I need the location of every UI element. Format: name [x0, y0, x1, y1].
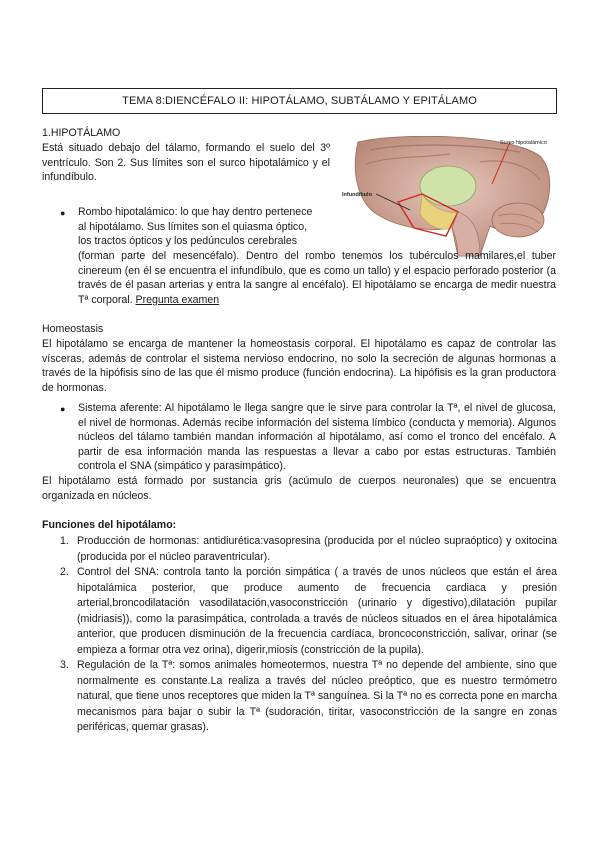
- rombo-line-1: Rombo hipotalámico: lo que hay dentro pertenece: [78, 206, 313, 218]
- list-item: 1. Producción de hormonas: antidiurética:vasopresina (producida por el núcleo supraóptico) y oxitocina (producida por el núcleo paraventricular).: [60, 535, 557, 563]
- rombo-line-2: al hipotálamo. Sus límites son el quiasma óptico,: [78, 220, 308, 233]
- list-item: 3. Regulación de la Tª: somos animales homeotermos, nuestra Tª no depende del ambiente, sino que normalmente es constante.La realiza a través del núcleo preóptico, que es nuestro termómetro natural, que tiene unos receptores que miden la Tª sanguínea. Si la Tª no es correcta pone en marcha mecanismos para bajar o subir la Tª (sudoración, tiritar, vasoconstricción de la sangre en zonas periféricas, quemar grasas).: [60, 659, 557, 733]
- section-heading-hipotalamo: 1.HIPOTÁLAMO: [42, 127, 121, 139]
- list-item: 2. Control del SNA: controla tanto la porción simpática ( a través de unos núcleos que están el área hipotalámica posterior, que produce aumento de frecuencia cardiaca y presión arterial,broncodilatación vasodilatación,vasoconstricción (urinario y digestivo),dilatación pupilar (midriasis)), como la parasimpática, controlada a través de núcleos situados en el área hipotalámica anterior, que producen disminución de la frecuencia cardíaca, broncoconstricción, salivar, orinar (se empieza a formar otra vez orina), digerir,miosis (constricción de la pupila).: [60, 566, 557, 656]
- sistema-aferente-bullet: Sistema aferente: Al hipotálamo le llega sangre que le sirve para controlar la Tª, el nivel de glucosa, el nivel de hormonas. Además recibe información del sistema límbico (conducta y memoria). Algunos núcleos del tálamo también mandan información al hipotálamo, así como el tronco del encéfalo. A partir de esa información manda las respuestas a llevar a cabo por estas estructuras. También controla el SNA (simpático y parasimpático).: [78, 402, 556, 473]
- label-infundibulo: Infundíbulo: [342, 192, 372, 198]
- page-title: [42, 88, 557, 114]
- rombo-line-3: los tractos ópticos y los pedúnculos cerebrales: [78, 235, 298, 248]
- brain-figure: [340, 136, 560, 258]
- funciones-heading: Funciones del hipotálamo:: [42, 519, 177, 531]
- exam-note: Pregunta examen: [135, 293, 220, 306]
- bullet-dot: ●: [60, 208, 66, 218]
- label-surco: Surco hipotalámico: [500, 140, 547, 146]
- bullet-dot: ●: [60, 404, 66, 414]
- homeostasis-paragraph: El hipotálamo se encarga de mantener la homeostasis corporal. El hipotálamo es capaz de controlar las vísceras, además de controlar el sistema nervioso endocrino, no solo la secreción de algunas hormonas a través de la hipófisis sino de las que él mismo produce (función endocrina). La hipófisis es la gran productora de hormonas.: [42, 338, 556, 394]
- funciones-list: [42, 534, 557, 736]
- brain-illustration: [340, 136, 560, 258]
- homeostasis-heading: Homeostasis: [42, 323, 104, 335]
- intro-paragraph: Está situado debajo del tálamo, formando el suelo del 3º ventrículo. Son 2. Sus límites son el surco hipotalámico y el infundíbulo.: [42, 142, 330, 184]
- closing-paragraph: El hipotálamo está formado por sustancia gris (acúmulo de cuerpos neuronales) que se encuentra organizada en núcleos.: [42, 475, 556, 502]
- rombo-paragraph: (forman parte del mesencéfalo). Dentro del rombo tenemos los tubérculos mamilares,el tuber cinereum (en él se encuentra el infundíbulo, que es como un tallo) y el espacio perforado posterior (a través de él pasan arterias y entra la sangre al encéfalo). El hipotálamo se encarga de medir nuestra Tª corporal. Pregunta examen: [78, 250, 556, 306]
- page-title-text: TEMA 8:DIENCÉFALO II: HIPOTÁLAMO, SUBTÁLAMO Y EPITÁLAMO: [122, 95, 477, 107]
